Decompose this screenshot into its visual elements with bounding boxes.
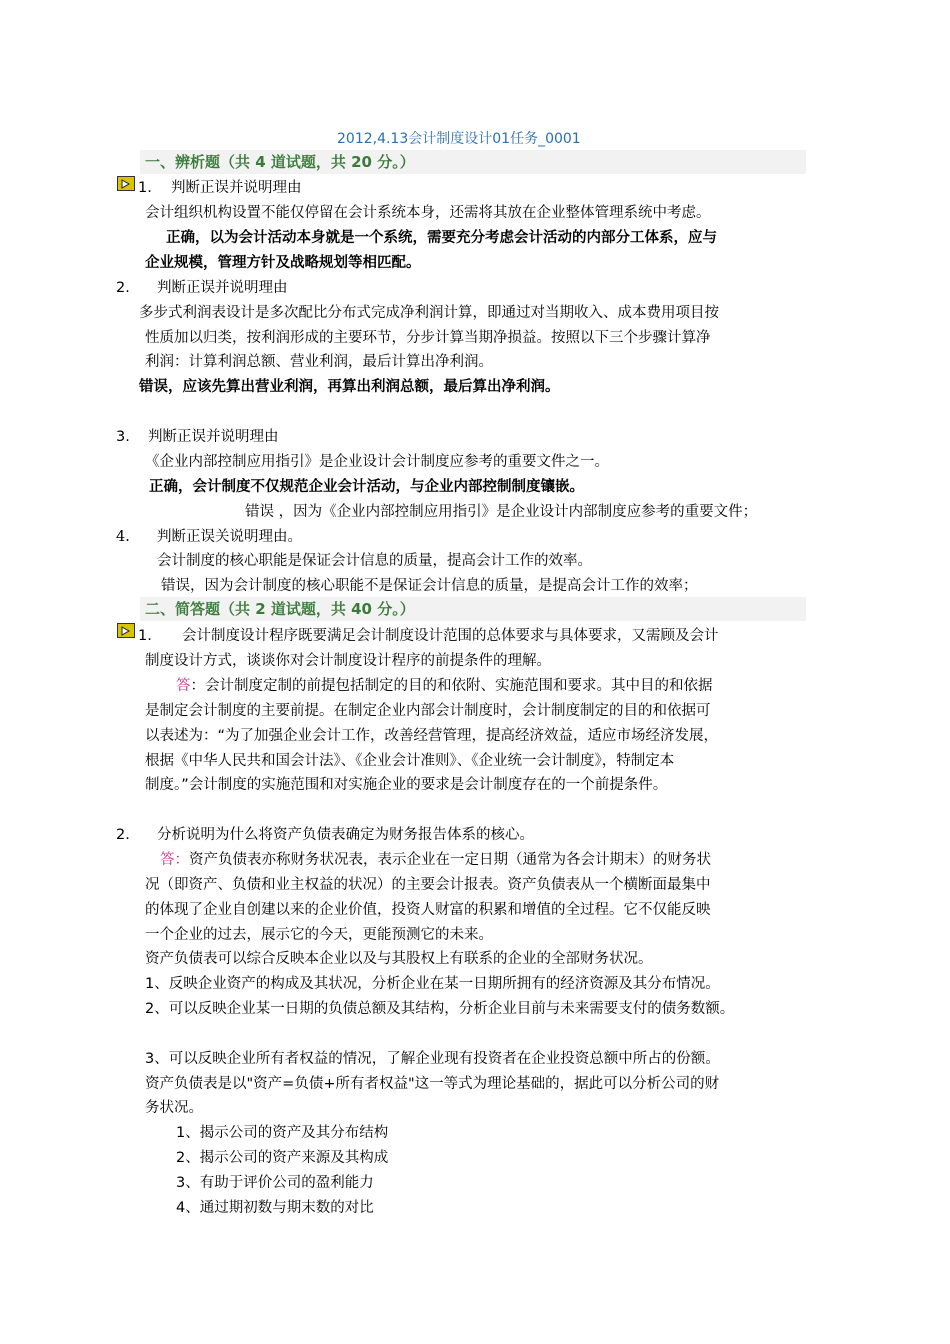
q6-answer-line2: 况（即资产、负债和业主权益的状况）的主要会计报表。资产负债表从一个横断面最集中 xyxy=(145,877,711,893)
q4-answer: 错误，因为会计制度的核心职能不是保证会计信息的质量，是提高会计工作的效率； xyxy=(161,578,698,594)
q6-answer-line5: 资产负债表可以综合反映本企业以及与其股权上有联系的企业的全部财务状况。 xyxy=(145,951,653,967)
q2-statement-line3: 利润：计算利润总额、营业利润，最后计算出净利润。 xyxy=(145,354,493,370)
q6-answer-line3: 的体现了企业自创建以来的企业价值，投资人财富的积累和增值的全过程。它不仅能反映 xyxy=(145,902,711,918)
section-header-1: 一、辨析题（共 4 道试题，共 20 分。） xyxy=(140,150,806,174)
q5-answer-line3: 以表述为：“为了加强企业会计工作，改善经营管理，提高经济效益，适应市场经济发展， xyxy=(145,728,719,744)
q5-answer-line5: 制度。”会计制度的实施范围和对实施企业的要求是会计制度存在的一个前提条件。 xyxy=(145,777,668,793)
q6-list-item-2: 2、揭示公司的资产来源及其构成 xyxy=(176,1150,389,1166)
q2-statement-line2: 性质加以归类，按利润形成的主要环节，分步计算当期净损益。按照以下三个步骤计算净 xyxy=(145,330,711,346)
q6-list-item-1: 1、揭示公司的资产及其分布结构 xyxy=(176,1125,389,1141)
q2-answer: 错误，应该先算出营业利润，再算出利润总额，最后算出净利润。 xyxy=(139,379,560,395)
q1-number: 1. xyxy=(138,180,152,196)
q6-answer-line1 xyxy=(160,850,711,870)
q5-answer-line1 xyxy=(176,676,713,696)
q2-prompt: 判断正误并说明理由 xyxy=(157,280,288,296)
q6-list-item-4: 4、通过期初数与期末数的对比 xyxy=(176,1200,374,1216)
q6-prompt: 分析说明为什么将资产负债表确定为财务报告体系的核心。 xyxy=(157,827,534,843)
q6-list-item-3: 3、有助于评价公司的盈利能力 xyxy=(176,1175,374,1191)
q6-answer-text: 资产负债表亦称财务状况表，表示企业在一定日期（通常为各会计期末）的财务状 xyxy=(189,852,711,868)
q4-statement: 会计制度的核心职能是保证会计信息的质量，提高会计工作的效率。 xyxy=(157,553,592,569)
q1-answer-line1: 正确，以为会计活动本身就是一个系统，需要充分考虑会计活动的内部分工体系，应与 xyxy=(166,230,717,246)
question-marker-icon xyxy=(117,623,135,638)
answer-label: 答 xyxy=(176,678,191,694)
q5-answer-line4: 根据《中华人民共和国会计法》、《企业会计准则》、《企业统一会计制度》，特制定本 xyxy=(145,753,675,769)
section-header-2: 二、简答题（共 2 道试题，共 40 分。） xyxy=(140,597,806,621)
q2-statement-line1: 多步式利润表设计是多次配比分布式完成净利润计算，即通过对当期收入、成本费用项目按 xyxy=(139,305,719,321)
q5-prompt-line1: 会计制度设计程序既要满足会计制度设计范围的总体要求与具体要求，又需顾及会计 xyxy=(182,628,719,644)
q4-number: 4. xyxy=(116,529,130,545)
q6-answer-line10: 务状况。 xyxy=(145,1100,203,1116)
q6-answer-line4: 一个企业的过去，展示它的今天，更能预测它的未来。 xyxy=(145,927,493,943)
answer-label: 答： xyxy=(160,852,189,868)
q3-number: 3. xyxy=(116,429,130,445)
q6-answer-line7: 2、可以反映企业某一日期的负债总额及其结构，分析企业目前与未来需要支付的债务数额。 xyxy=(145,1001,735,1017)
q6-answer-line8: 3、可以反映企业所有者权益的情况，了解企业现有投资者在企业投资总额中所占的份额。 xyxy=(145,1051,720,1067)
question-marker-icon xyxy=(117,176,135,191)
q5-answer-line2: 是制定会计制度的主要前提。在制定企业内部会计制度时，会计制度制定的目的和依据可 xyxy=(145,703,711,719)
page-title: 2012,4.13会计制度设计01任务_0001 xyxy=(337,131,581,147)
q1-statement: 会计组织机构设置不能仅停留在会计系统本身，还需将其放在企业整体管理系统中考虑。 xyxy=(145,205,711,221)
q4-prompt: 判断正误关说明理由。 xyxy=(157,529,302,545)
q1-answer-line2: 企业规模，管理方针及战略规划等相匹配。 xyxy=(145,255,421,271)
q6-answer-line6: 1、反映企业资产的构成及其状况，分析企业在某一日期所拥有的经济资源及其分布情况。 xyxy=(145,976,720,992)
q5-number: 1. xyxy=(138,628,152,644)
q6-answer-line9: 资产负债表是以"资产=负债+所有者权益"这一等式为理论基础的，据此可以分析公司的财 xyxy=(145,1076,720,1092)
q5-answer-text: ：会计制度定制的前提包括制定的目的和依附、实施范围和要求。其中目的和依据 xyxy=(190,678,713,694)
q1-prompt: 判断正误并说明理由 xyxy=(171,180,302,196)
q2-number: 2. xyxy=(116,280,130,296)
q3-alt-answer: 错误 ，因为《企业内部控制应用指引》是企业设计内部制度应参考的重要文件； xyxy=(245,504,758,520)
q3-answer: 正确，会计制度不仅规范企业会计活动，与企业内部控制制度镶嵌。 xyxy=(149,479,584,495)
q6-number: 2. xyxy=(116,827,130,843)
q5-prompt-line2: 制度设计方式，谈谈你对会计制度设计程序的前提条件的理解。 xyxy=(145,653,551,669)
q3-prompt: 判断正误并说明理由 xyxy=(148,429,279,445)
q3-statement: 《企业内部控制应用指引》是企业设计会计制度应参考的重要文件之一。 xyxy=(145,454,609,470)
